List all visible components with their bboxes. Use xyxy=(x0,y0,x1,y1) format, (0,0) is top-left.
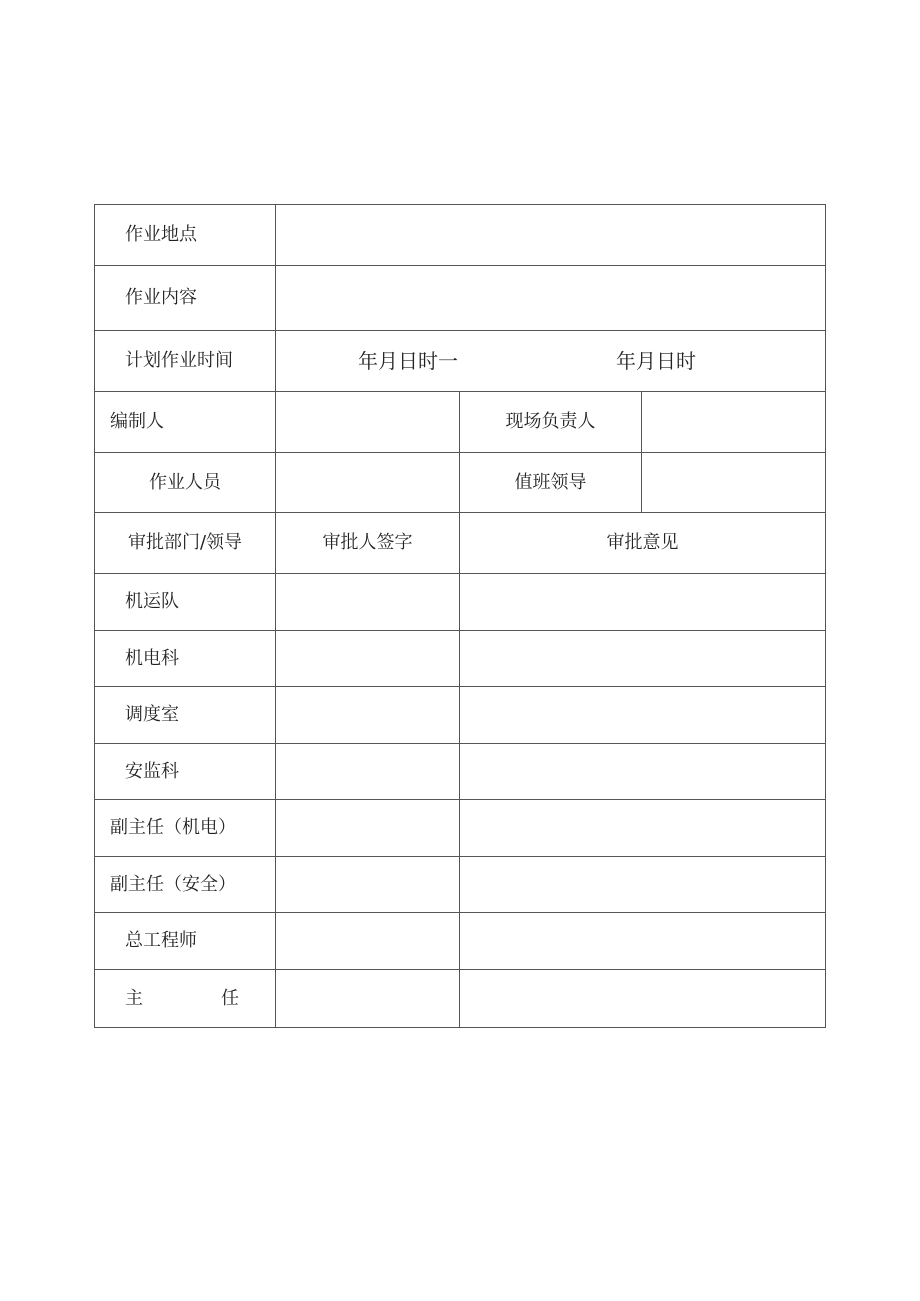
workers-label: 作业人员 xyxy=(95,453,276,513)
signature-field[interactable] xyxy=(276,574,460,631)
planned-time-field[interactable] xyxy=(276,331,826,392)
opinion-field[interactable] xyxy=(460,857,826,913)
director-label-part2: 任 xyxy=(221,987,239,1009)
approver-label: 机电科 xyxy=(95,631,276,687)
signature-field[interactable] xyxy=(276,744,460,800)
opinion-field[interactable] xyxy=(460,687,826,744)
author-label: 编制人 xyxy=(95,392,276,453)
signature-field[interactable] xyxy=(276,857,460,913)
opinion-field[interactable] xyxy=(460,744,826,800)
planned-time-end: 年月日时 xyxy=(616,349,696,373)
content-label: 作业内容 xyxy=(95,266,276,331)
planned-time-start: 年月日时一 xyxy=(358,349,458,373)
location-field[interactable] xyxy=(276,205,826,266)
work-permit-form xyxy=(94,204,826,1028)
signature-field[interactable] xyxy=(276,970,460,1028)
author-field[interactable] xyxy=(276,392,460,453)
opinion-field[interactable] xyxy=(460,631,826,687)
approver-label: 安监科 xyxy=(95,744,276,800)
opinion-field[interactable] xyxy=(460,574,826,631)
approver-label: 调度室 xyxy=(95,687,276,744)
opinion-field[interactable] xyxy=(460,913,826,970)
signature-field[interactable] xyxy=(276,800,460,857)
signature-field[interactable] xyxy=(276,913,460,970)
planned-time-label: 计划作业时间 xyxy=(95,331,276,392)
site-manager-field[interactable] xyxy=(642,392,826,453)
approver-label: 总工程师 xyxy=(95,913,276,970)
director-label xyxy=(95,970,276,1028)
location-label: 作业地点 xyxy=(95,205,276,266)
approver-label: 副主任（机电） xyxy=(95,800,276,857)
content-field[interactable] xyxy=(276,266,826,331)
duty-leader-field[interactable] xyxy=(642,453,826,513)
approval-opinion-header: 审批意见 xyxy=(460,513,826,574)
approval-signature-header: 审批人签字 xyxy=(276,513,460,574)
workers-field[interactable] xyxy=(276,453,460,513)
approver-label: 机运队 xyxy=(95,574,276,631)
signature-field[interactable] xyxy=(276,631,460,687)
site-manager-label: 现场负责人 xyxy=(460,392,642,453)
duty-leader-label: 值班领导 xyxy=(460,453,642,513)
signature-field[interactable] xyxy=(276,687,460,744)
opinion-field[interactable] xyxy=(460,800,826,857)
opinion-field[interactable] xyxy=(460,970,826,1028)
director-label-part1: 主 xyxy=(125,987,143,1009)
approver-label: 副主任（安全） xyxy=(95,857,276,913)
approval-dept-header: 审批部门/领导 xyxy=(95,513,276,574)
